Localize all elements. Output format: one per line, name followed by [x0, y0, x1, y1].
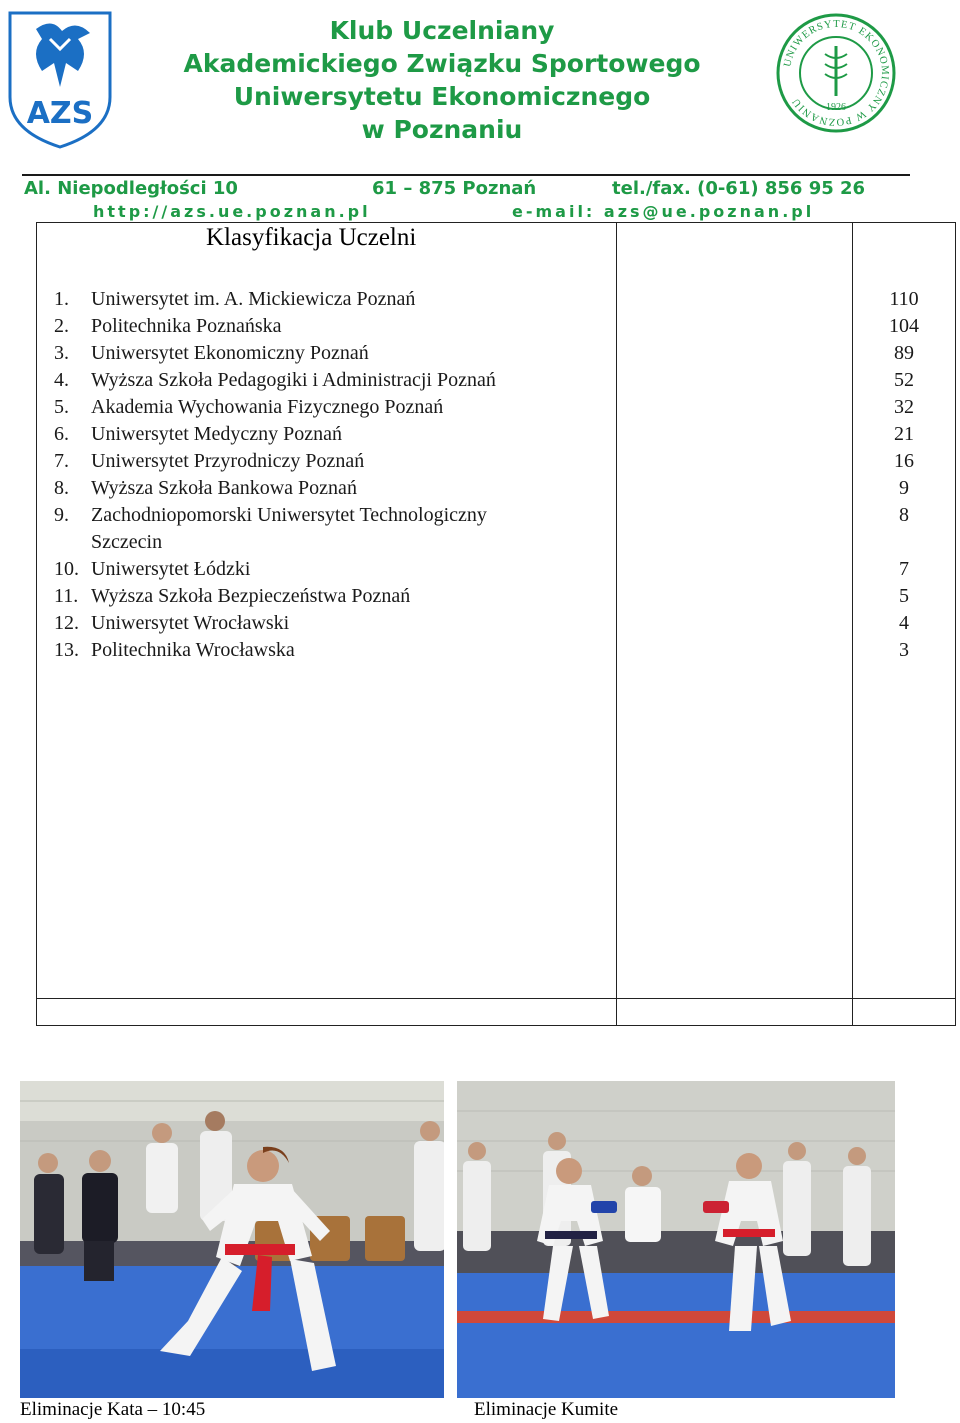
website-link[interactable]: http://azs.ue.poznan.pl [93, 202, 371, 221]
points: 8 [899, 504, 909, 526]
club-title [150, 14, 734, 146]
rank-number: 5. [54, 396, 69, 418]
azs-logo [6, 9, 114, 149]
university-name: Uniwersytet im. A. Mickiewicza Poznań [91, 288, 416, 310]
rank-number: 4. [54, 369, 69, 391]
table-row [54, 313, 954, 340]
points: 104 [889, 315, 919, 337]
ue-seal-logo [775, 12, 897, 134]
rank-number: 2. [54, 315, 69, 337]
rank-number: 1. [54, 288, 69, 310]
table-row [54, 610, 954, 637]
email-link[interactable]: e-mail: azs@ue.poznan.pl [512, 202, 815, 221]
table-row [54, 421, 954, 448]
table-row [54, 340, 954, 367]
rank-number: 13. [54, 639, 79, 661]
photo-kumite [457, 1081, 895, 1398]
ue-seal-year: 1926 [826, 102, 846, 113]
points: 4 [899, 612, 909, 634]
university-name: Politechnika Wrocławska [91, 639, 295, 661]
points: 21 [894, 423, 914, 445]
rank-number: 12. [54, 612, 79, 634]
rank-number: 3. [54, 342, 69, 364]
table-row [54, 637, 954, 664]
club-title-line-4: w Poznaniu [361, 115, 523, 144]
university-name: Szczecin [91, 531, 163, 553]
university-name: Wyższa Szkoła Bezpieczeństwa Poznań [91, 585, 411, 607]
points: 110 [889, 288, 919, 310]
university-name: Zachodniopomorski Uniwersytet Technologiczny [91, 504, 487, 526]
points: 3 [899, 639, 909, 661]
club-title-line-2: Akademickiego Związku Sportowego [183, 49, 701, 78]
university-name: Uniwersytet Medyczny Poznań [91, 423, 343, 445]
rank-number: 9. [54, 504, 69, 526]
table-row [54, 529, 954, 556]
rank-number: 11. [54, 585, 79, 607]
postal-code: 61 – 875 Poznań [372, 178, 537, 199]
university-name: Akademia Wychowania Fizycznego Poznań [91, 396, 444, 418]
azs-logo-text: AZS [26, 96, 94, 131]
table-row [54, 367, 954, 394]
ue-seal-text: UNIWERSYTET EKONOMICZNY W POZNANIU [782, 18, 891, 128]
points: 32 [894, 396, 914, 418]
points: 16 [894, 450, 914, 472]
table-row [54, 286, 954, 313]
points: 52 [894, 369, 914, 391]
table-title: Klasyfikacja Uczelni [206, 224, 417, 251]
address: Al. Niepodległości 10 [24, 178, 238, 199]
university-name: Uniwersytet Wrocławski [91, 612, 290, 634]
table-row [54, 556, 954, 583]
club-title-line-3: Uniwersytetu Ekonomicznego [233, 82, 651, 111]
caption-kata: Eliminacje Kata – 10:45 [20, 1399, 206, 1420]
points: 7 [899, 558, 909, 580]
rank-number: 8. [54, 477, 69, 499]
table-row [54, 448, 954, 475]
table-row [54, 475, 954, 502]
rank-number: 6. [54, 423, 69, 445]
university-name: Uniwersytet Przyrodniczy Poznań [91, 450, 365, 472]
table-row [54, 502, 954, 529]
rank-number: 10. [54, 558, 79, 580]
header-divider [22, 174, 910, 176]
table-bottom-row-divider [36, 998, 956, 999]
caption-kumite: Eliminacje Kumite [474, 1399, 619, 1420]
club-title-line-1: Klub Uczelniany [329, 16, 555, 45]
rank-number: 7. [54, 450, 69, 472]
university-name: Wyższa Szkoła Pedagogiki i Administracji Poznań [91, 369, 496, 391]
university-name: Uniwersytet Ekonomiczny Poznań [91, 342, 369, 364]
table-row [54, 394, 954, 421]
phone-fax: tel./fax. (0-61) 856 95 26 [612, 178, 866, 199]
points: 89 [894, 342, 914, 364]
university-name: Wyższa Szkoła Bankowa Poznań [91, 477, 357, 499]
points: 9 [899, 477, 909, 499]
university-name: Uniwersytet Łódzki [91, 558, 251, 580]
points: 5 [899, 585, 909, 607]
table-row [54, 583, 954, 610]
photo-kata [20, 1081, 444, 1398]
university-name: Politechnika Poznańska [91, 315, 282, 337]
